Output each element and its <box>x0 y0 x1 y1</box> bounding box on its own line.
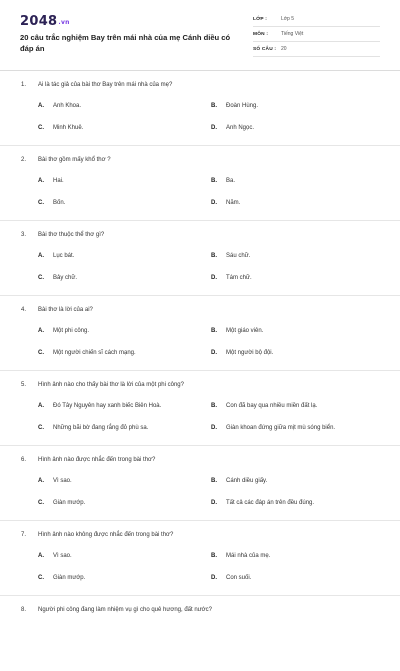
question-item <box>0 596 400 671</box>
question-number: 8. <box>21 607 27 613</box>
option-c[interactable] <box>38 350 136 356</box>
question-number: 5. <box>21 382 27 388</box>
option-b[interactable] <box>211 103 258 109</box>
option-text: Năm. <box>226 200 241 206</box>
option-a[interactable] <box>38 178 64 184</box>
option-letter: C. <box>38 500 44 506</box>
option-text: Bốn. <box>53 200 66 206</box>
option-c[interactable] <box>38 575 85 581</box>
option-a[interactable] <box>38 253 74 259</box>
question-text: Bài thơ gồm mấy khổ thơ ? <box>38 157 111 163</box>
document-title: 20 câu trắc nghiệm Bay trên mái nhà của mẹ Cánh diều có đáp án <box>20 33 231 53</box>
option-d[interactable] <box>211 200 240 206</box>
meta-row-subject <box>253 27 380 42</box>
option-c[interactable] <box>38 275 77 281</box>
option-text: Vì sao. <box>53 553 72 559</box>
option-c[interactable] <box>38 125 83 131</box>
question-number: 1. <box>21 82 27 88</box>
option-text: Giàn khoan đứng giữa mịt mù sóng biển. <box>226 425 336 431</box>
option-a[interactable] <box>38 403 161 409</box>
question-number: 2. <box>21 157 27 163</box>
question-text: Bài thơ là lời của ai? <box>38 307 93 313</box>
option-text: Lục bát. <box>53 253 75 259</box>
option-letter: D. <box>211 575 217 581</box>
option-letter: A. <box>38 253 44 259</box>
option-text: Một người bộ đội. <box>226 350 274 356</box>
question-item <box>0 371 400 446</box>
meta-label: MÔN : <box>253 31 269 37</box>
option-letter: C. <box>38 575 44 581</box>
option-text: Đoàn Hùng. <box>226 103 259 109</box>
option-text: Những bãi bờ đang rắng đỏ phù sa. <box>53 425 149 431</box>
option-text: Một giáo viên. <box>226 328 264 334</box>
document-meta <box>253 12 380 57</box>
option-letter: A. <box>38 103 44 109</box>
meta-label: LỚP : <box>253 16 268 22</box>
option-letter: A. <box>38 478 44 484</box>
question-number: 7. <box>21 532 27 538</box>
option-text: Đó Tây Nguyên hay xanh biếc Biên Hoà. <box>53 403 162 409</box>
option-b[interactable] <box>211 328 263 334</box>
option-letter: A. <box>38 553 44 559</box>
option-letter: B. <box>211 103 217 109</box>
option-a[interactable] <box>38 553 72 559</box>
option-text: Tất cả các đáp án trên đều đúng. <box>226 500 315 506</box>
option-letter: D. <box>211 200 217 206</box>
question-item <box>0 296 400 371</box>
option-text: Minh Khuê. <box>53 125 84 131</box>
option-a[interactable] <box>38 328 89 334</box>
option-text: Bảy chữ. <box>53 275 78 281</box>
option-text: Ba. <box>226 178 236 184</box>
meta-value: Tiếng Việt <box>281 31 304 37</box>
option-letter: D. <box>211 275 217 281</box>
option-letter: A. <box>38 403 44 409</box>
option-text: Vì sao. <box>53 478 72 484</box>
option-b[interactable] <box>211 403 317 409</box>
option-letter: A. <box>38 328 44 334</box>
option-letter: C. <box>38 275 44 281</box>
meta-row-class <box>253 12 380 27</box>
option-letter: B. <box>211 403 217 409</box>
option-letter: D. <box>211 425 217 431</box>
question-list <box>0 71 400 671</box>
option-letter: B. <box>211 253 217 259</box>
option-letter: D. <box>211 350 217 356</box>
question-item <box>0 221 400 296</box>
option-d[interactable] <box>211 275 252 281</box>
document-header <box>0 0 400 70</box>
question-item <box>0 71 400 146</box>
option-d[interactable] <box>211 500 314 506</box>
question-item <box>0 521 400 596</box>
logo-text: 2048 <box>20 14 58 29</box>
option-b[interactable] <box>211 478 267 484</box>
option-c[interactable] <box>38 200 65 206</box>
option-a[interactable] <box>38 103 81 109</box>
site-logo[interactable] <box>20 14 70 29</box>
option-d[interactable] <box>211 125 254 131</box>
option-c[interactable] <box>38 500 85 506</box>
question-number: 3. <box>21 232 27 238</box>
question-text: Người phi công đang làm nhiệm vụ gì cho quê hương, đất nước? <box>38 607 212 613</box>
question-number: 4. <box>21 307 27 313</box>
option-text: Giàn mướp. <box>53 575 86 581</box>
option-letter: A. <box>38 178 44 184</box>
option-b[interactable] <box>211 553 270 559</box>
option-d[interactable] <box>211 350 273 356</box>
question-text: Bài thơ thuộc thể thơ gì? <box>38 232 105 238</box>
option-letter: B. <box>211 553 217 559</box>
meta-label: SỐ CÂU : <box>253 46 277 52</box>
question-text: Ai là tác giả của bài thơ Bay trên mái nhà của mẹ? <box>38 82 173 88</box>
question-item <box>0 146 400 221</box>
option-d[interactable] <box>211 425 335 431</box>
option-a[interactable] <box>38 478 72 484</box>
option-text: Cánh diều giấy. <box>226 478 268 484</box>
option-text: Con suối. <box>226 575 252 581</box>
option-letter: C. <box>38 200 44 206</box>
option-text: Một phi công. <box>53 328 90 334</box>
option-b[interactable] <box>211 178 235 184</box>
question-text: Hình ảnh nào cho thấy bài thơ là lời của một phi công? <box>38 382 184 388</box>
meta-row-count <box>253 42 380 57</box>
question-item <box>0 446 400 521</box>
option-text: Hai. <box>53 178 64 184</box>
option-letter: C. <box>38 425 44 431</box>
option-d[interactable] <box>211 575 251 581</box>
option-letter: D. <box>211 500 217 506</box>
option-letter: D. <box>211 125 217 131</box>
option-text: Anh Khoa. <box>53 103 82 109</box>
option-b[interactable] <box>211 253 250 259</box>
option-text: Con đã bay qua nhiều miền đất lạ. <box>226 403 318 409</box>
option-text: Mái nhà của mẹ. <box>226 553 271 559</box>
question-number: 6. <box>21 457 27 463</box>
option-text: Sáu chữ. <box>226 253 251 259</box>
question-text: Hình ảnh nào không được nhắc đến trong bài thơ? <box>38 532 174 538</box>
question-text: Hình ảnh nào được nhắc đến trong bài thơ? <box>38 457 156 463</box>
option-c[interactable] <box>38 425 148 431</box>
meta-value: 20 <box>281 46 287 52</box>
logo-suffix: .vn <box>58 19 70 26</box>
option-letter: B. <box>211 178 217 184</box>
option-text: Giàn mướp. <box>53 500 86 506</box>
meta-value: Lớp 5 <box>281 16 295 22</box>
option-text: Một người chiến sĩ cách mạng. <box>53 350 136 356</box>
option-text: Anh Ngọc. <box>226 125 255 131</box>
option-letter: C. <box>38 125 44 131</box>
option-text: Tám chữ. <box>226 275 252 281</box>
option-letter: B. <box>211 478 217 484</box>
option-letter: C. <box>38 350 44 356</box>
option-letter: B. <box>211 328 217 334</box>
